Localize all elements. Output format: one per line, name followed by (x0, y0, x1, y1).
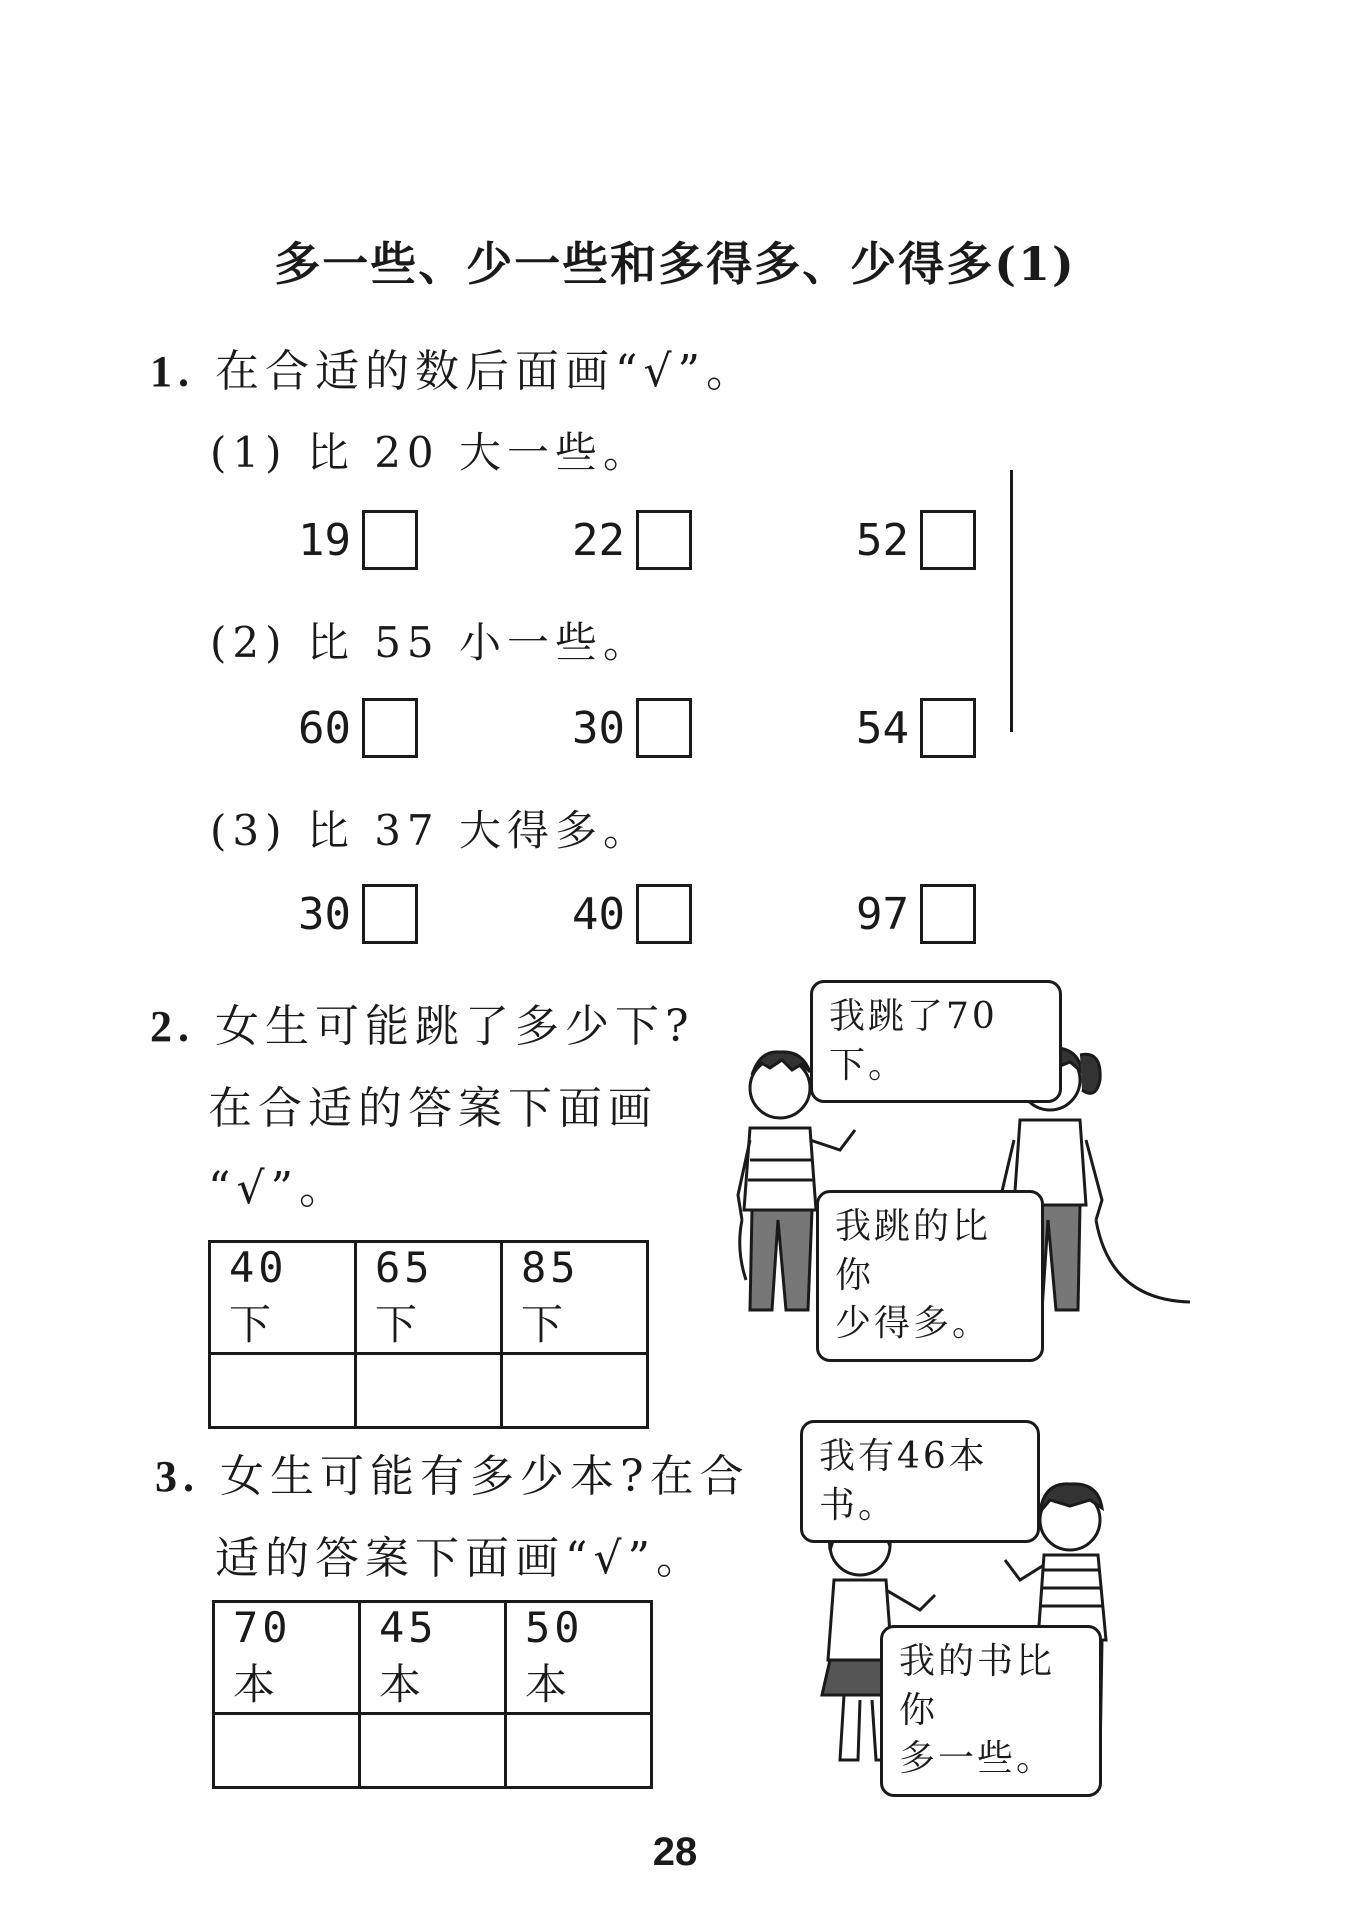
option-number: 22 (572, 514, 625, 566)
speech-bubble-line-2: 少得多。 (835, 1303, 992, 1345)
question-2-answer-table (208, 1240, 649, 1429)
answer-checkbox[interactable] (636, 884, 692, 944)
table-answer-row (214, 1714, 652, 1788)
q1-part-1-label: (1) 比 20 大一些。 (210, 428, 651, 477)
question-3 (155, 1440, 750, 1504)
question-2-number: 2. (150, 1002, 195, 1051)
table-header-row (210, 1242, 648, 1354)
option-number: 54 (856, 702, 909, 754)
table-header-cell: 70 本 (214, 1602, 360, 1714)
option-number: 19 (298, 514, 351, 566)
q1-part-2-option-2 (572, 698, 692, 758)
table-header-cell: 45 本 (360, 1602, 506, 1714)
speech-bubble-line-1: 我的书比你 (899, 1641, 1056, 1731)
q1-part-3-label: (3) 比 37 大得多。 (210, 806, 651, 855)
answer-cell[interactable] (502, 1354, 648, 1428)
question-1-text: 在合适的数后面画“√”。 (215, 346, 757, 397)
q1-part-3-option-3 (856, 884, 976, 944)
speech-bubble-line-1: 我跳的比你 (835, 1206, 992, 1296)
answer-checkbox[interactable] (920, 884, 976, 944)
table-header-cell: 50 本 (506, 1602, 652, 1714)
q1-part-2-label: (2) 比 55 小一些。 (210, 618, 651, 667)
speech-bubble-bottom (880, 1625, 1102, 1797)
option-number: 52 (856, 514, 909, 566)
answer-checkbox[interactable] (362, 698, 418, 758)
question-1 (150, 335, 756, 399)
answer-checkbox[interactable] (920, 510, 976, 570)
answer-checkbox[interactable] (362, 510, 418, 570)
table-header-cell: 85 下 (502, 1242, 648, 1354)
speech-bubble-top: 我有46本书。 (800, 1420, 1040, 1543)
answer-checkbox[interactable] (636, 698, 692, 758)
q1-part-2-option-1 (298, 698, 418, 758)
option-number: 40 (572, 888, 625, 940)
option-number: 97 (856, 888, 909, 940)
answer-checkbox[interactable] (920, 698, 976, 758)
q1-part-3-option-1 (298, 884, 418, 944)
question-3-line-2: 适的答案下面画“√”。 (215, 1533, 707, 1584)
q1-part-1-option-1 (298, 510, 418, 570)
answer-cell[interactable] (506, 1714, 652, 1788)
table-header-row (214, 1602, 652, 1714)
question-2-line-2: 在合适的答案下面画 (208, 1083, 658, 1134)
table-answer-row (210, 1354, 648, 1428)
question-3-line-1: 女生可能有多少本?在合 (220, 1451, 750, 1502)
answer-cell[interactable] (214, 1714, 360, 1788)
answer-cell[interactable] (360, 1714, 506, 1788)
question-2-line-1: 女生可能跳了多少下? (215, 1001, 695, 1052)
q1-part-3-option-2 (572, 884, 692, 944)
option-number: 30 (572, 702, 625, 754)
q2-illustration (730, 980, 1190, 1345)
answer-checkbox[interactable] (636, 510, 692, 570)
answer-cell[interactable] (356, 1354, 502, 1428)
option-number: 60 (298, 702, 351, 754)
question-2 (150, 990, 695, 1054)
speech-bubble-top: 我跳了70下。 (810, 980, 1062, 1103)
q3-illustration (800, 1420, 1160, 1780)
question-3-answer-table (212, 1600, 653, 1789)
answer-checkbox[interactable] (362, 884, 418, 944)
answer-cell[interactable] (210, 1354, 356, 1428)
speech-bubble-line-2: 多一些。 (899, 1738, 1056, 1780)
q1-part-1-option-3 (856, 510, 976, 570)
table-header-cell: 65 下 (356, 1242, 502, 1354)
question-1-number: 1. (150, 347, 195, 396)
page-title: 多一些、少一些和多得多、少得多(1) (274, 237, 1076, 291)
q1-part-2-option-3 (856, 698, 976, 758)
table-header-cell: 40 下 (210, 1242, 356, 1354)
speech-bubble-bottom (816, 1190, 1044, 1362)
option-number: 30 (298, 888, 351, 940)
page-number: 28 (652, 1830, 698, 1874)
scan-artifact-line (1010, 470, 1013, 732)
q1-part-1-option-2 (572, 510, 692, 570)
question-2-line-3: “√”。 (208, 1163, 350, 1214)
question-3-number: 3. (155, 1452, 200, 1501)
